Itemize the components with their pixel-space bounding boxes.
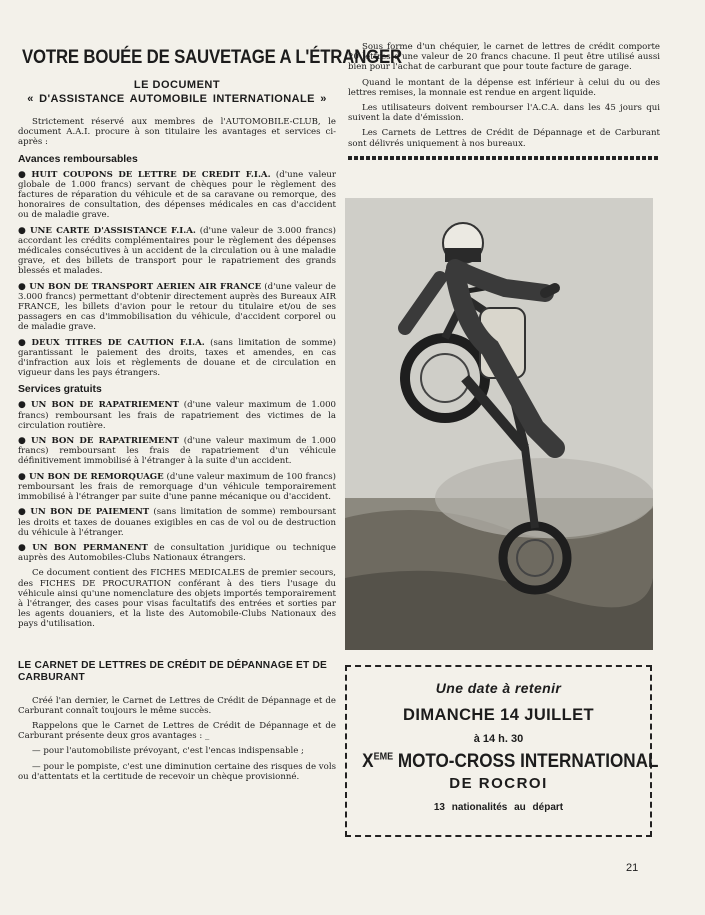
- list-item: ● DEUX TITRES DE CAUTION F.I.A. (sans limitation de somme) garantissant le paiement des droits, taxes et amendes, en cas d'infraction aux lois et règlements de douane et de circulation en vigueur dans les pays étrangers.: [18, 337, 336, 379]
- carnet-paragraph-4: — pour le pompiste, c'est une diminution certaine des risques de vols ou d'attentats et la certitude de recevoir un chèque provisionné.: [18, 761, 336, 782]
- right-column: [348, 42, 660, 166]
- page-number: 21: [626, 862, 639, 874]
- left-column: [18, 42, 402, 787]
- list-item: ● UN BON DE REMORQUAGE (d'une valeur maximum de 100 francs) remboursant les frais de remorquage d'un véhicule temporairement immobilisé à l'étranger par suite d'une panne mécanique ou d'accident.: [18, 471, 337, 503]
- right-paragraph-1: Sous forme d'un chéquier, le carnet de lettres de crédit comporte 20 lettres d'une valeur de 20 francs chacune. Il peut être utilisé aussi bien pour l'achat de carburant que pour toute facture de garage.: [348, 42, 660, 73]
- bullet-icon: ●: [18, 436, 29, 447]
- right-paragraph-3: Les utilisateurs doivent rembourser l'A.C.A. dans les 45 jours qui suivent la date d'émission.: [348, 103, 660, 124]
- list-item: ● UN BON PERMANENT de consultation juridique ou technique auprès des Automobiles-Clubs Nationaux étrangers.: [18, 542, 336, 564]
- announcement-date: DIMANCHE 14 JUILLET: [403, 706, 594, 724]
- bullet-icon: ●: [18, 169, 29, 180]
- list-item: ● HUIT COUPONS DE LETTRE DE CREDIT F.I.A. (d'une valeur globale de 1.000 francs) servant de chèques pour le règlement des factures de réparation du véhicule et de sa caravane ou remorque, des honoraires de consultation, des dépenses médicales en cas d'accident ou de maladie grave.: [18, 169, 336, 221]
- section-heading-avances: Avances remboursables: [18, 153, 138, 165]
- announcement-tagline: Une date à retenir: [435, 680, 562, 696]
- carnet-paragraph-1: Créé l'an dernier, le Carnet de Lettres de Crédit de Dépannage et de Carburant connaît toujours le même succès.: [18, 695, 336, 716]
- document-heading: LE DOCUMENT: [133, 79, 221, 91]
- intro-paragraph: Strictement réservé aux membres de l'AUTOMOBILE-CLUB, le document A.A.I. procure à son titulaire les avantages et services ci-après :: [18, 117, 336, 148]
- list-item: ● UN BON DE RAPATRIEMENT (d'une valeur maximum de 1.000 francs) remboursant les frais de rapatriement d'un véhicule définitivement immobilisé à l'étranger à la suite d'un accident.: [18, 436, 336, 467]
- right-paragraph-4: Les Carnets de Lettres de Crédit de Dépannage et de Carburant sont délivrés uniquement à nos bureaux.: [348, 128, 660, 149]
- document-subheading: « D'ASSISTANCE AUTOMOBILE INTERNATIONALE »: [27, 93, 327, 105]
- bullet-icon: ●: [18, 281, 27, 292]
- list-item: ● UN BON DE RAPATRIEMENT (d'une valeur maximum de 1.000 francs) remboursant les frais de rapatriement des victimes de la circulation routière.: [18, 400, 336, 431]
- bullet-icon: ●: [18, 400, 29, 411]
- carnet-paragraph-2: Rappelons que le Carnet de Lettres de Crédit de Dépannage et de Carburant présente deux gros avantages : _: [18, 720, 336, 742]
- right-paragraph-2: Quand le montant de la dépense est inférieur à celui du ou des lettres remises, la monnaie est rendue en argent liquide.: [348, 77, 660, 98]
- bullet-icon: ●: [18, 225, 28, 236]
- announcement-event: XEME MOTO-CROSS INTERNATIONAL: [362, 751, 659, 772]
- fiches-paragraph: Ce document contient des FICHES MEDICALES de premier secours, des FICHES DE PROCURATION conférant à des tiers l'usage du véhicule ainsi qu'une nomenclature des objets importés temporairement à l'étranger, des cases pour visas facultatifs des entrées et sorties par les agents douaniers, et la liste des Automobile-Clubs Nationaux des pays d'utilisation.: [18, 568, 336, 630]
- motocross-rider-illustration: [345, 198, 653, 650]
- motocross-photo: [345, 198, 653, 650]
- bullet-icon: ●: [18, 507, 28, 518]
- announcement-box: [345, 665, 659, 837]
- announcement-time: à 14 h. 30: [473, 733, 524, 745]
- carnet-heading: LE CARNET DE LETTRES DE CRÉDIT DE DÉPANNAGE ET DE CARBURANT: [18, 659, 328, 683]
- list-item: ● UN BON DE PAIEMENT (sans limitation de somme) remboursant les droits et taxes de douanes exigibles en cas de vol ou de destruction du véhicule à l'étranger.: [18, 507, 337, 538]
- section-heading-services: Services gratuits: [18, 384, 102, 396]
- page-title: VOTRE BOUÉE DE SAUVETAGE A L'ÉTRANGER: [22, 46, 402, 68]
- bullet-icon: ●: [18, 337, 29, 348]
- bullet-icon: ●: [18, 542, 30, 553]
- carnet-paragraph-3: — pour l'automobiliste prévoyant, c'est l'encas indispensable ;: [32, 746, 304, 757]
- bullet-icon: ●: [18, 471, 27, 482]
- announcement-location: DE ROCROI: [449, 775, 548, 792]
- list-item: ● UN BON DE TRANSPORT AERIEN AIR FRANCE (d'une valeur de 3.000 francs) permettant d'obtenir directement auprès des Bureaux AIR FRANCE, les billets d'avion pour le retour du titulaire et/ou de ses passagers en cas d'immobilisation du véhicule, d'accident corporel ou de maladie grave.: [18, 281, 336, 333]
- announcement-nationalities: 13 nationalités au départ: [433, 802, 564, 813]
- dashed-divider: [348, 156, 660, 160]
- list-item: ● UNE CARTE D'ASSISTANCE F.I.A. (d'une valeur de 3.000 francs) accordant les crédits complémentaires pour le règlement des dépenses médicales consécutives à un accident de la circulation ou à une maladie grave, et des billets de transport pour le rapatriement des grands blessés et malades.: [18, 225, 337, 277]
